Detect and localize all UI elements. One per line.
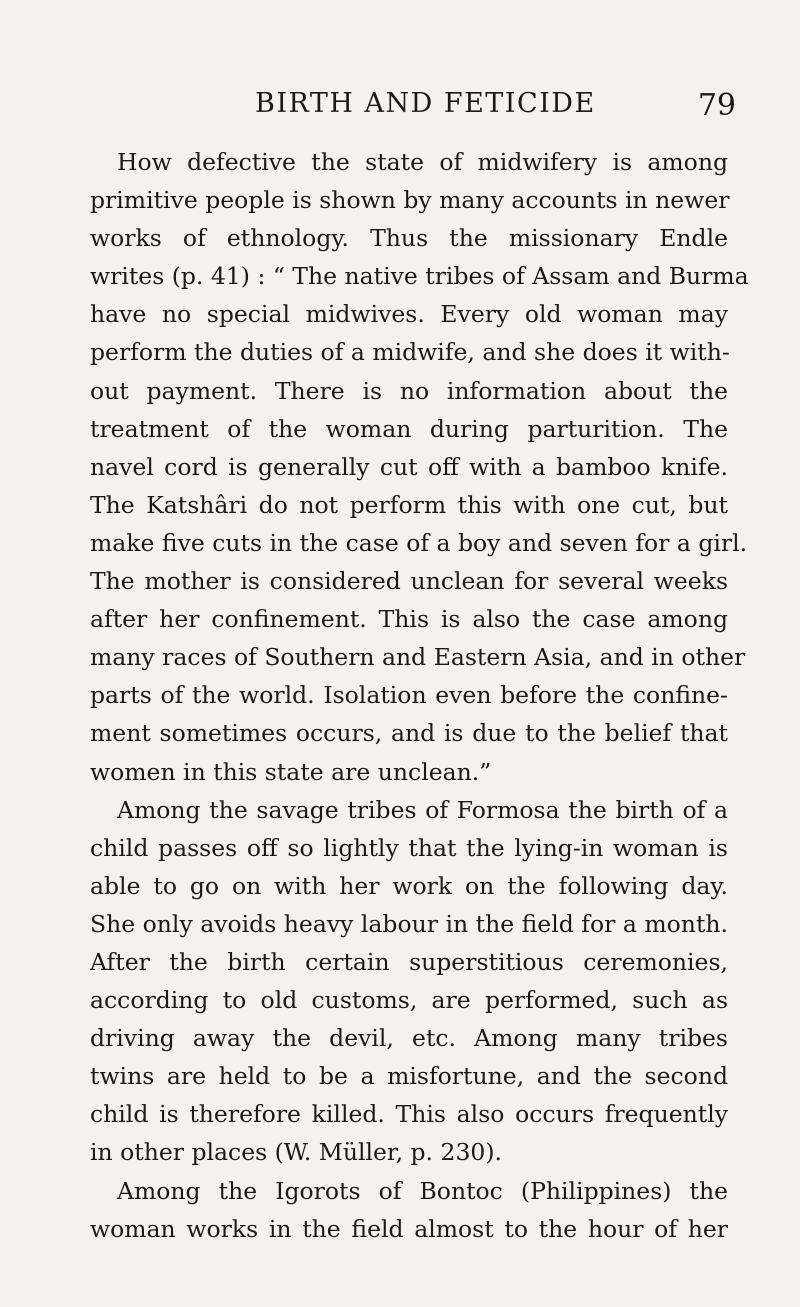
text-line: twins are held to be a misfortune, and the second	[90, 1062, 728, 1091]
text-line: ment sometimes occurs, and is due to the belief that	[90, 719, 728, 748]
text-line: She only avoids heavy labour in the field for a month.	[90, 909, 728, 938]
text-line: have no special midwives. Every old woman may	[90, 300, 728, 329]
text-line: Among the savage tribes of Formosa the birth of a	[117, 795, 728, 824]
text-line: The Katshâri do not perform this with one cut, but	[90, 490, 728, 519]
text-line: navel cord is generally cut off with a bamboo knife.	[90, 452, 728, 481]
running-head	[90, 88, 736, 124]
text-line: able to go on with her work on the following day.	[90, 871, 728, 900]
text-line: child is therefore killed. This also occurs frequently	[90, 1100, 728, 1129]
text-line: After the birth certain superstitious ceremonies,	[90, 947, 728, 976]
text-line: woman works in the field almost to the hour of her	[90, 1214, 728, 1243]
body-text	[90, 143, 749, 1248]
text-line: child passes off so lightly that the lying-in woman is	[90, 833, 728, 862]
text-line: make five cuts in the case of a boy and seven for a girl.	[90, 528, 748, 557]
text-line: primitive people is shown by many accounts in newer	[90, 186, 730, 215]
text-line: women in this state are unclean.”	[90, 757, 492, 786]
running-title: BIRTH AND FETICIDE	[255, 88, 596, 119]
text-line: How defective the state of midwifery is among	[117, 148, 728, 176]
text-line: The mother is considered unclean for several weeks	[90, 567, 728, 596]
text-line: driving away the devil, etc. Among many tribes	[90, 1024, 728, 1053]
text-line: treatment of the woman during parturition. The	[90, 414, 728, 443]
text-line: in other places (W. Müller, p. 230).	[90, 1138, 502, 1167]
text-line: perform the duties of a midwife, and she does it with-	[90, 338, 730, 367]
text-line: writes (p. 41) : “ The native tribes of Assam and Burma	[90, 262, 749, 291]
text-line: out payment. There is no information about the	[90, 376, 728, 405]
text-line: Among the Igorots of Bontoc (Philippines) the	[117, 1176, 728, 1205]
text-line: many races of Southern and Eastern Asia, and in other	[90, 643, 746, 672]
text-line: works of ethnology. Thus the missionary Endle	[90, 224, 728, 253]
text-line: according to old customs, are performed, such as	[90, 986, 728, 1015]
text-line: parts of the world. Isolation even before the confine-	[90, 681, 728, 710]
page-number: 79	[697, 88, 736, 123]
text-line: after her confinement. This is also the case among	[90, 605, 728, 634]
